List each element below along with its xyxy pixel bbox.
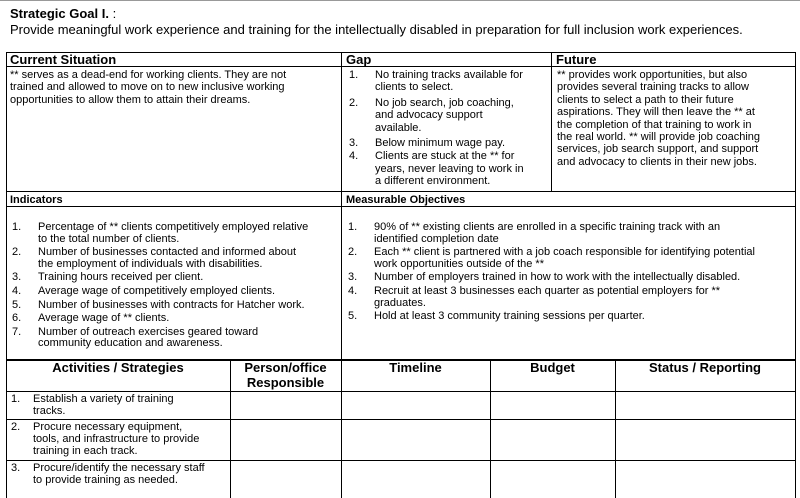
current-situation-text: ** serves as a dead-end for working clients. They are not trained and allowed to move on to new inclusive working opportunities to allow them to attain their dreams.	[10, 69, 287, 106]
list-item: 1. 90% of ** existing clients are enrolled in a specific training track with an identified completion date	[348, 221, 721, 245]
timeline-header: Timeline	[389, 360, 442, 375]
activities-header: Activities / Strategies	[52, 360, 184, 375]
list-item: 3. Number of employers trained in how to work with the intellectually disabled.	[348, 271, 741, 284]
activities-left-border	[6, 360, 7, 498]
list-item: 7. Number of outreach exercises geared toward community education and awareness.	[12, 325, 259, 350]
list-item: 4. Clients are stuck at the ** for years, never leaving to work in a different environment.	[349, 150, 524, 188]
activities-right-border	[795, 360, 796, 498]
activities-row-divider-2	[6, 460, 796, 461]
activities-col-divider-budget	[490, 360, 491, 498]
activities-header-divider	[6, 391, 796, 392]
col-divider-future	[551, 52, 552, 191]
current-situation-header: Current Situation	[10, 52, 117, 67]
list-item: 1. No training tracks available for clients to select.	[349, 69, 523, 94]
col-divider-gap	[341, 52, 342, 360]
future-header: Future	[556, 52, 597, 67]
measurable-objectives-header: Measurable Objectives	[346, 194, 466, 206]
person-responsible-header: Person/office Responsible	[244, 360, 327, 390]
activities-col-divider-status	[615, 360, 616, 498]
list-item: 1. Percentage of ** clients competitively employed relative to the total number of clients.	[12, 221, 309, 245]
page-top-border	[0, 0, 800, 6]
activities-row-divider-1	[6, 419, 796, 420]
activities-col-divider-timeline	[341, 360, 342, 498]
list-item: 3. Training hours received per client.	[12, 271, 204, 284]
list-item: 6. Average wage of ** clients.	[12, 312, 170, 325]
list-item: 3. Below minimum wage pay.	[349, 137, 506, 150]
goal-text: Provide meaningful work experience and training for the intellectually disabled in preparation for full inclusion work experiences.	[10, 22, 743, 37]
list-item: 5. Number of businesses with contracts for Hatcher work.	[12, 298, 305, 311]
goal-title: Strategic Goal I. :	[10, 6, 117, 21]
list-item: 5. Hold at least 3 community training sessions per quarter.	[348, 310, 645, 323]
budget-header: Budget	[530, 360, 575, 375]
list-item: 2. No job search, job coaching, and advocacy support available.	[349, 96, 514, 134]
objectives-list	[348, 222, 790, 323]
indicators-list	[12, 222, 337, 350]
gap-header: Gap	[346, 52, 372, 67]
situation-bottom-divider	[6, 191, 796, 192]
future-text: ** provides work opportunities, but also provides several training tracks to allow clients to select a path to their future aspirations. They will then leave the ** at the completion of that training to work in the real world. ** will provide job coaching services, job search support, and support and advocacy to clients in their new jobs.	[557, 69, 760, 168]
list-item: 4. Recruit at least 3 businesses each quarter as potential employers for ** graduates.	[348, 284, 721, 309]
gap-list	[349, 69, 544, 188]
list-item: 4. Average wage of competitively employed clients.	[12, 284, 276, 297]
status-reporting-header: Status / Reporting	[649, 360, 761, 375]
indicators-header: Indicators	[10, 194, 63, 206]
indicators-header-divider	[6, 206, 796, 207]
list-item: 2. Each ** client is partnered with a job coach responsible for identifying potential work opportunities outside of the **	[348, 246, 755, 270]
situation-header-divider	[6, 66, 796, 67]
list-item: 2. Number of businesses contacted and informed about the employment of individuals with disabilities.	[12, 246, 297, 270]
